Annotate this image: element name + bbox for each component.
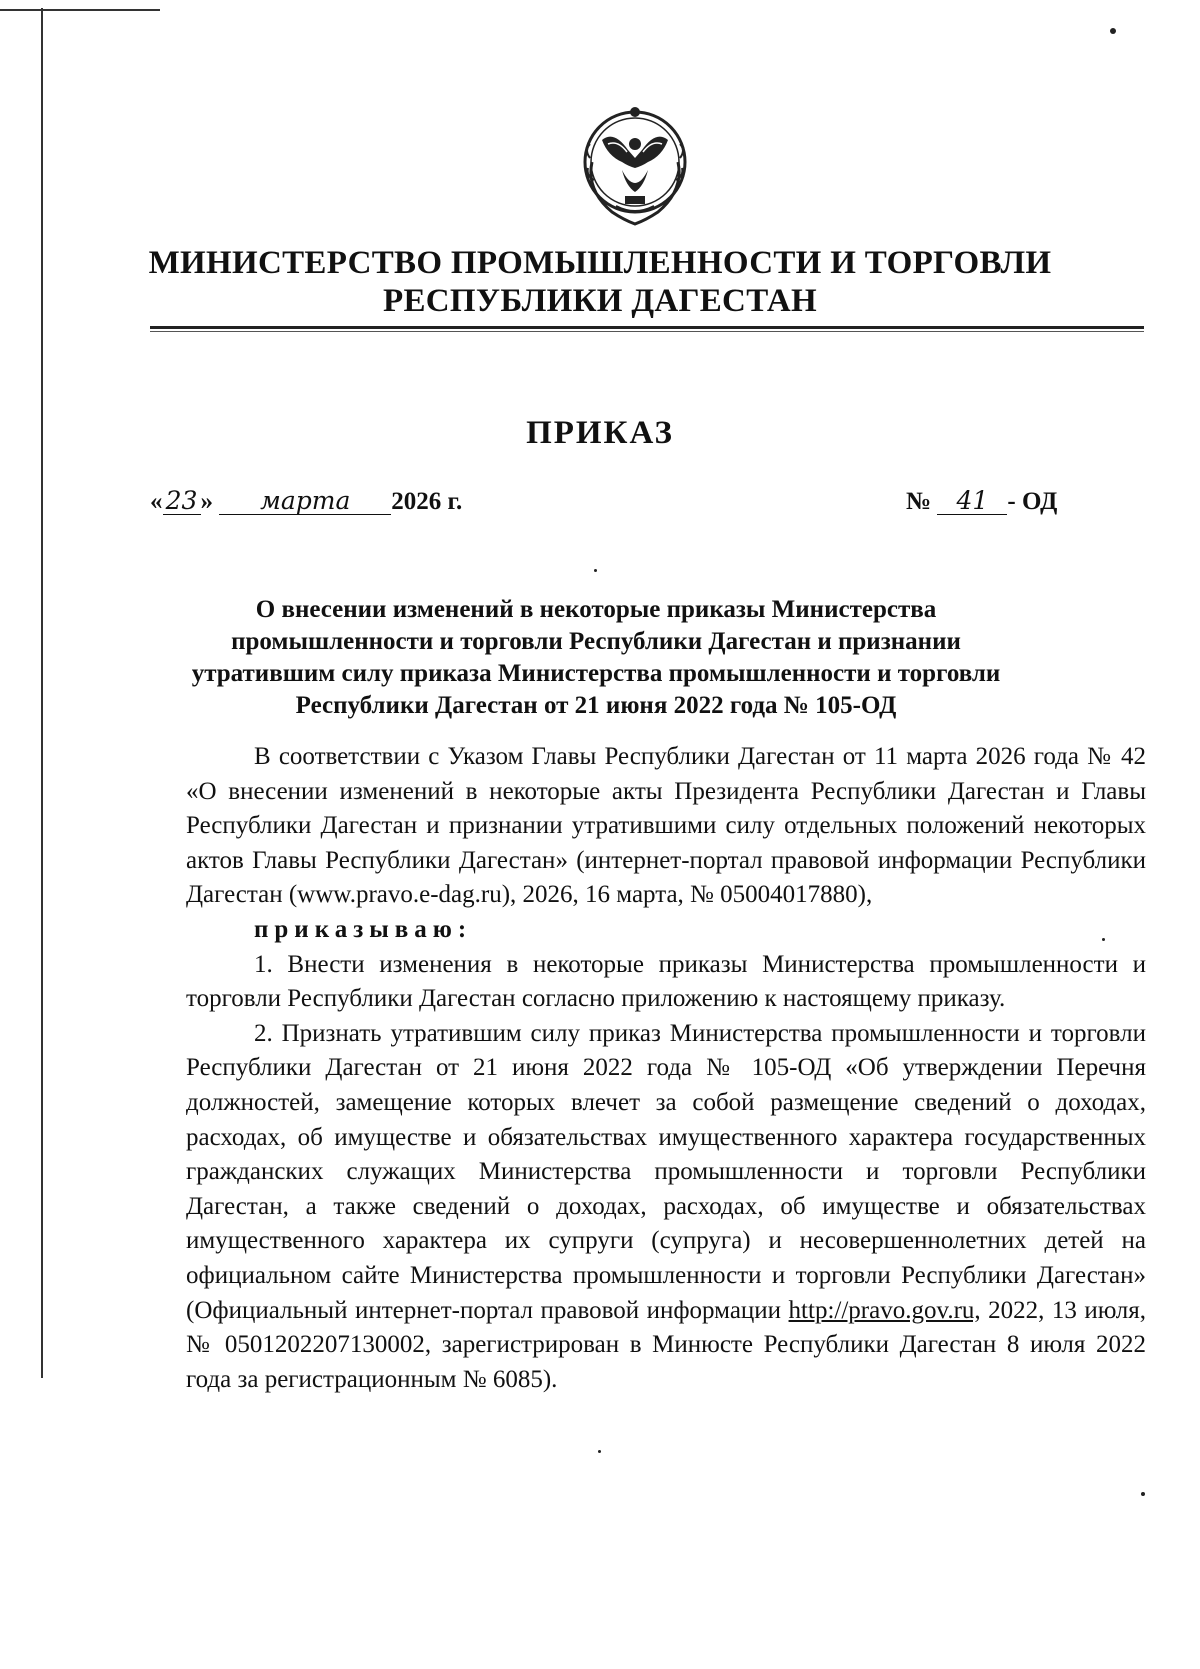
number-value: 41 xyxy=(937,488,1007,515)
preamble-paragraph: В соответствии с Указом Главы Республики Дагестан от 11 марта 2026 года № 42 «О внесении изменений в некоторые акты Президента Республики Дагестан и Главы Республики Дагестан и признании утратившими силу отдельных положений некоторых актов Главы Республики Дагестан» (интернет-портал правовой информации Республики Дагестан (www.pravo.e-dag.ru), 2026, 16 марта, № 05004017880), xyxy=(186,743,1146,909)
document-number xyxy=(906,488,1057,516)
item-2-text-end: 2022, 13 июля, № 0501202207130002, зарегистрирован в Минюсте Республики Дагестан 8 июля 2022 года за регистрационным № 6085). xyxy=(186,1296,1147,1393)
number-suffix: - ОД xyxy=(1007,488,1058,515)
subject-line4: Республики Дагестан от 21 июня 2022 года № 105-ОД xyxy=(295,692,897,719)
subject-line3: утратившим силу приказа Министерства промышленности и торговли xyxy=(191,660,1001,687)
pravo-gov-link[interactable]: http://pravo.gov.ru, xyxy=(788,1296,981,1324)
item-2-paragraph xyxy=(186,1017,1146,1398)
order-word: приказываю: xyxy=(254,915,473,943)
document-subject xyxy=(186,594,1006,722)
item-1-paragraph: 1. Внести изменения в некоторые приказы Министерства промышленности и торговли Республики Дагестан согласно приложению к настоящему приказу. xyxy=(186,950,1146,1013)
number-prefix: № xyxy=(906,488,932,515)
scan-edge-left xyxy=(41,8,43,1378)
scan-speck xyxy=(598,1450,601,1453)
document-date xyxy=(150,488,462,516)
ministry-title-line2: РЕСПУБЛИКИ ДАГЕСТАН xyxy=(383,283,817,319)
scan-speck xyxy=(1141,1492,1145,1496)
scan-speck xyxy=(1102,938,1105,941)
ministry-title xyxy=(0,244,1200,320)
date-month: марта xyxy=(219,488,391,515)
subject-line2: промышленности и торговли Республики Дагестан и признании xyxy=(231,628,961,655)
item-2-text-start: 2. Признать утратившим силу приказ Министерства промышленности и торговли Республики Дагестан от 21 июня 2022 года № 105-ОД «Об утверждении Перечня должностей, замещение которых влечет за собой размещение сведений о доходах, расходах, об имуществе и обязательствах имущественного характера государственных гражданских служащих Министерства промышленности и торговли Республики Дагестан, а также сведений о доходах, расходах, об имуществе и обязательствах имущественного характера их супруги (супруга) и несовершеннолетних детей на официальном сайте Министерства промышленности и торговли Республики Дагестан» (Официальный интернет-портал правовой информации xyxy=(186,1019,1146,1324)
title-divider-thin xyxy=(150,331,1144,332)
document-kind: ПРИКАЗ xyxy=(526,415,674,451)
date-close-quote: » xyxy=(200,488,213,515)
date-open-quote: « xyxy=(150,488,163,515)
subject-line1: О внесении изменений в некоторые приказы Министерства xyxy=(255,596,937,623)
date-year: 2026 г. xyxy=(391,488,463,515)
ministry-title-line1: МИНИСТЕРСТВО ПРОМЫШЛЕННОСТИ И ТОРГОВЛИ xyxy=(148,245,1052,281)
scan-edge-top xyxy=(0,9,160,11)
title-divider xyxy=(150,326,1144,329)
dagestan-eagle-emblem-icon xyxy=(572,100,698,232)
date-day: 23 xyxy=(163,488,201,515)
document-body xyxy=(186,740,1146,1397)
scan-speck xyxy=(594,569,597,572)
scan-speck xyxy=(1110,28,1116,34)
